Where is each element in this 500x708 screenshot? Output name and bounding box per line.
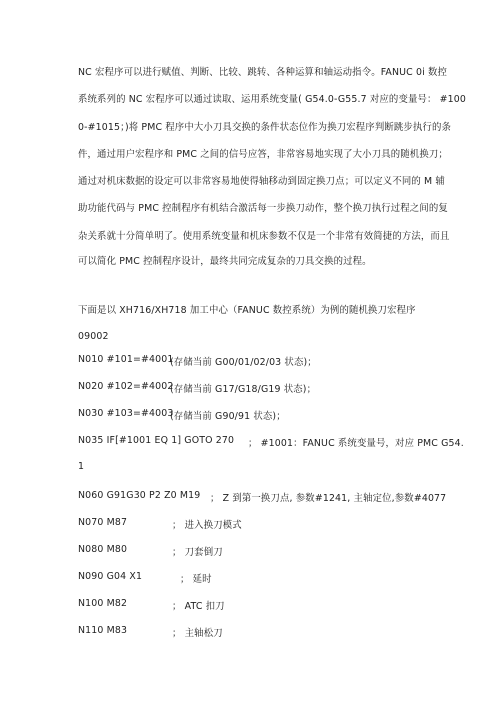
code-line: N010 #101=#4001 <box>78 354 174 365</box>
code-comment: ； 进入换刀模式 <box>172 520 242 531</box>
code-line: N060 G91G30 P2 Z0 M19 <box>78 490 201 501</box>
paragraph-line: 可以简化 PMC 控制程序设计，最终共同完成复杂的刀具交换的过程。 <box>78 256 372 267</box>
code-comment: ； 主轴松刀 <box>172 628 223 639</box>
code-line: N090 G04 X1 <box>78 571 143 582</box>
code-line: N070 M87 <box>78 517 128 528</box>
code-comment: ； 延时 <box>180 574 212 585</box>
code-line: 1 <box>78 461 85 472</box>
code-comment: (存储当前 G90/91 状态)； <box>170 411 286 422</box>
code-line: N020 #102=#4002 <box>78 381 174 392</box>
paragraph-line: 通过对机床数据的设定可以非常容易地使得轴移动到固定换刀点；可以定义不同的 M 辅 <box>78 176 445 187</box>
code-line: N035 IF[#1001 EQ 1] GOTO 270 <box>78 435 235 446</box>
code-comment: ； ATC 扣刀 <box>172 601 225 612</box>
code-comment: ； 刀套倒刀 <box>172 547 223 558</box>
code-line: N030 #103=#4003 <box>78 408 174 419</box>
paragraph-line: 系统系列的 NC 宏程序可以通过读取、运用系统变量( G54.0-G55.7 对应的变量号： #100 <box>78 94 467 105</box>
code-comment: (存储当前 G17/G18/G19 状态)； <box>170 384 317 395</box>
paragraph-line: 助功能代码与 PMC 控制程序有机结合激活每一步换刀动作，整个换刀执行过程之间的复 <box>78 203 448 214</box>
paragraph-line: 杂关系就十分简单明了。使用系统变量和机床参数不仅是一个非常有效简捷的方法，而且 <box>78 231 450 242</box>
code-comment: ； #1001：FANUC 系统变量号，对应 PMC G54. <box>248 438 464 449</box>
paragraph-line: 件，通过用户宏程序和 PMC 之间的信号应答，非常容易地实现了大小刀具的随机换刀； <box>78 149 448 160</box>
code-line: N080 M80 <box>78 544 128 555</box>
code-line: N100 M82 <box>78 598 128 609</box>
program-number: 09002 <box>78 331 109 342</box>
paragraph-line: NC 宏程序可以进行赋值、判断、比较、跳转、各种运算和轴运动指令。FANUC 0i 数控 <box>78 67 448 78</box>
code-comment: (存储当前 G00/01/02/03 状态)； <box>170 357 317 368</box>
paragraph-line: 0-#1015；)将 PMC 程序中大小刀具交换的条件状态位作为换刀宏程序判断跳步执行的条 <box>78 122 452 133</box>
code-line: N110 M83 <box>78 625 128 636</box>
code-comment: ； Z 到第一换刀点, 参数#1241, 主轴定位,参数#4077 <box>210 493 447 504</box>
intro-line: 下面是以 XH716/XH718 加工中心（FANUC 数控系统）为例的随机换刀宏程序 <box>78 305 416 316</box>
